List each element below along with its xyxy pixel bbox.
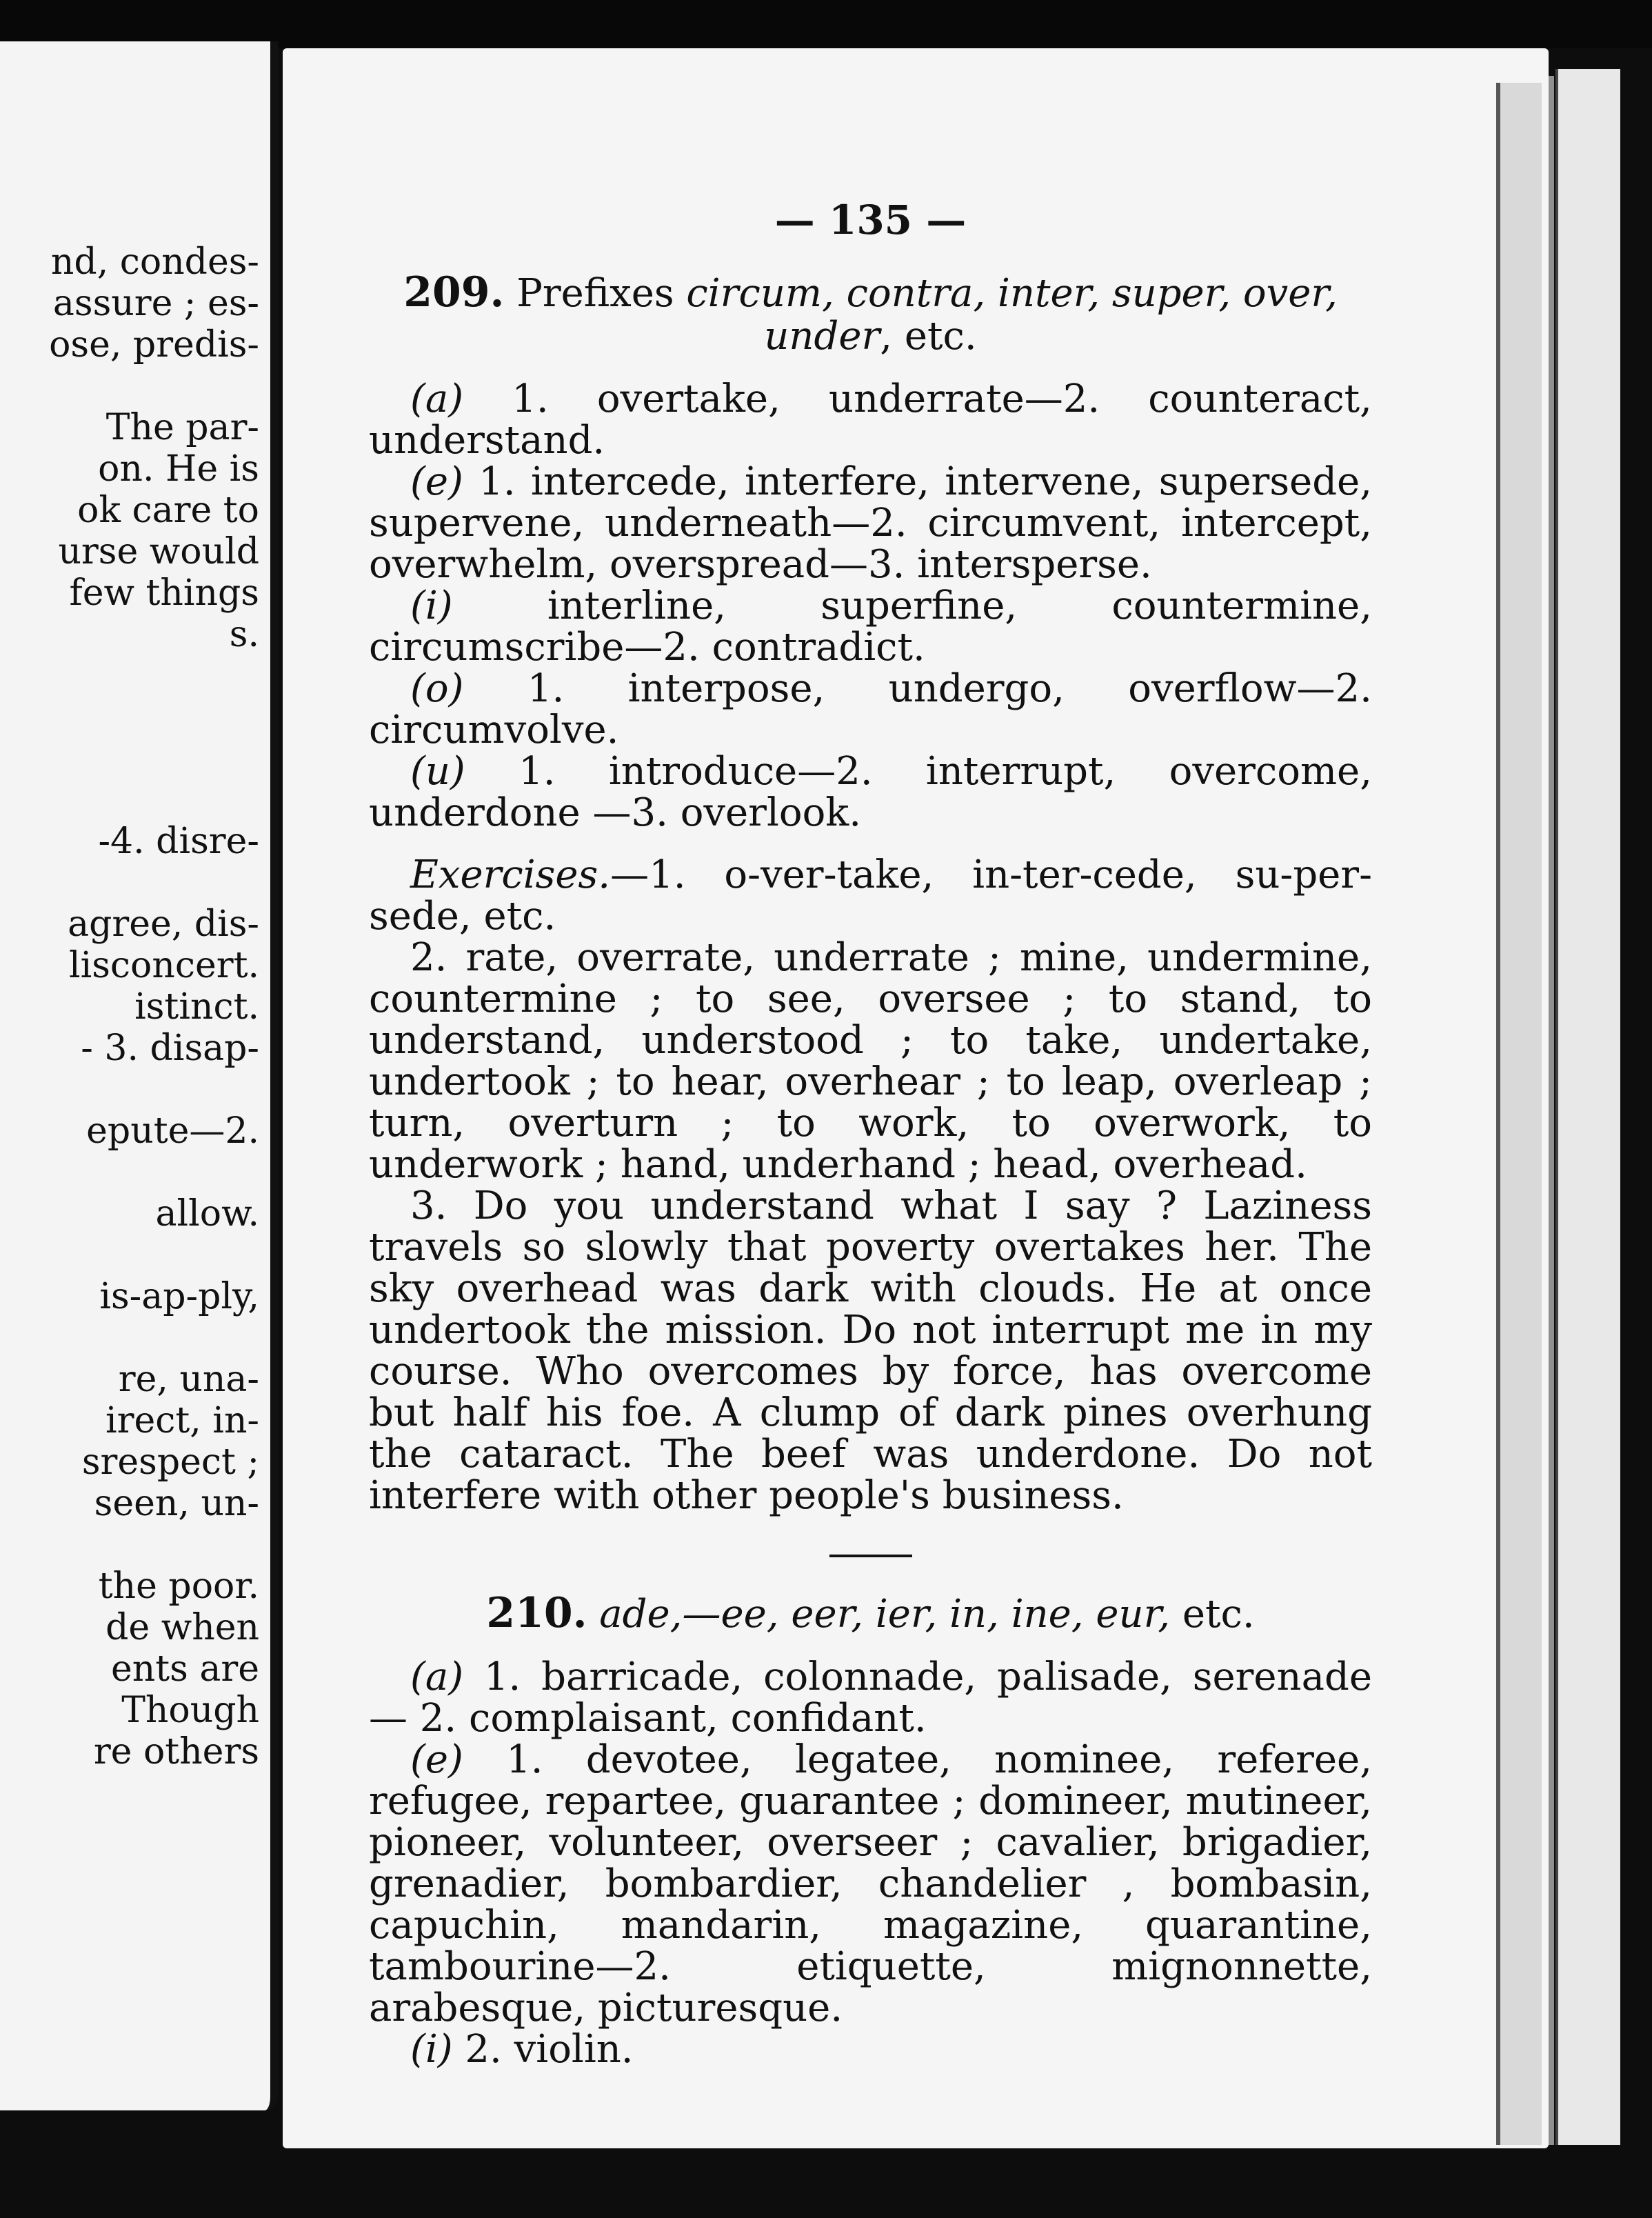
section-209-title-line2-word: under bbox=[764, 314, 880, 359]
left-page-line: s. bbox=[229, 614, 259, 655]
page-number: — 135 — bbox=[774, 197, 967, 243]
exercises-1 bbox=[369, 852, 1372, 939]
section-210-i bbox=[369, 2029, 1372, 2070]
left-page-line: Though bbox=[121, 1690, 259, 1731]
section-209-i bbox=[369, 583, 1372, 670]
section-209-a bbox=[369, 379, 1372, 461]
label-a: (a) bbox=[410, 1655, 464, 1699]
label-u: (u) bbox=[410, 749, 465, 794]
left-page-line: ose, predis- bbox=[49, 324, 259, 366]
section-209-title-line2-tail: , etc. bbox=[880, 314, 977, 359]
section-209-u bbox=[369, 751, 1372, 834]
label-i: (i) bbox=[410, 583, 453, 628]
section-209-e-text: 1. intercede, interfere, intervene, supersede, supervene, underneath—2. circumvent, intercept, overwhelm, overspread—3. intersperse. bbox=[369, 459, 1372, 587]
section-209-o bbox=[369, 668, 1372, 751]
left-page-line: irect, in- bbox=[105, 1400, 259, 1441]
section-209-a-text: 1. overtake, underrate—2. counteract, understand. bbox=[369, 377, 1372, 463]
left-page-line: ents are bbox=[110, 1648, 259, 1690]
left-page-line: urse would bbox=[58, 531, 259, 572]
left-page-line: assure ; es- bbox=[52, 283, 259, 324]
section-210-heading bbox=[369, 1589, 1372, 1637]
section-209-i-text: interline, superfine, countermine, circumscribe—2. contradict. bbox=[369, 583, 1372, 670]
left-page-line: re, una- bbox=[118, 1359, 259, 1400]
section-209-o-text: 1. interpose, undergo, overflow—2. circumvolve. bbox=[369, 666, 1372, 752]
section-divider bbox=[829, 1555, 912, 1557]
left-page-line: ok care to bbox=[77, 490, 259, 531]
left-page-line: the poor. bbox=[98, 1566, 259, 1607]
left-page-line: seen, un- bbox=[94, 1483, 259, 1524]
section-209-title-prefix: Prefixes bbox=[516, 271, 674, 316]
left-page-line: - 3. disap- bbox=[81, 1028, 259, 1069]
right-page-content bbox=[369, 197, 1372, 2070]
left-page-line: -4. disre- bbox=[98, 821, 259, 862]
label-e: (e) bbox=[410, 1737, 463, 1782]
section-210-a bbox=[369, 1657, 1372, 1739]
section-209-u-text: 1. introduce—2. interrupt, overcome, underdone —3. overlook. bbox=[369, 749, 1372, 835]
section-210-e bbox=[369, 1739, 1372, 2029]
left-page-line: istinct. bbox=[134, 986, 259, 1028]
section-209-heading bbox=[369, 268, 1372, 359]
section-209-number: 209. bbox=[403, 268, 505, 317]
left-page-line: on. He is bbox=[98, 448, 259, 490]
section-210-a-text: 1. barricade, colonnade, palisade, serenade — 2. complaisant, confidant. bbox=[369, 1655, 1372, 1741]
left-page-line: srespect ; bbox=[81, 1441, 259, 1483]
exercises-2: 2. rate, overrate, underrate ; mine, undermine, countermine ; to see, oversee ; to stand, to understand, understood ; to take, undertake, undertook ; to hear, overhear ; to leap, overleap ; turn, overturn ; to work, to overwork, to underwork ; hand, underhand ; head, overhead. bbox=[369, 935, 1372, 1187]
left-page-line: is-ap-ply, bbox=[99, 1276, 259, 1317]
left-page-line: nd, condes- bbox=[50, 241, 259, 283]
left-page-line: epute—2. bbox=[86, 1110, 259, 1152]
exercises-3: 3. Do you understand what I say ? Laziness travels so slowly that poverty overtakes her. The sky overhead was dark with clouds. He at once undertook the mission. Do not interrupt me in my course. Who overcomes by force, has overcome but half his foe. A clump of dark pines overhung the cataract. The beef was underdone. Do not interfere with other people's business. bbox=[369, 1183, 1372, 1518]
section-209-e bbox=[369, 461, 1372, 586]
label-a: (a) bbox=[410, 377, 464, 421]
left-page-line: lisconcert. bbox=[68, 945, 259, 986]
section-210-e-text: 1. devotee, legatee, nominee, referee, refugee, repartee, guarantee ; domineer, mutineer, pioneer, volunteer, overseer ; cavalier, brigadier, grenadier, bombardier, chandelier , bombasin, capuchin, mandarin, magazine, quarantine, tambourine—2. etiquette, mignonnette, arabesque, picturesque. bbox=[369, 1737, 1372, 2030]
section-209-title-words: circum, contra, inter, super, over, bbox=[686, 271, 1338, 316]
left-page-line: few things bbox=[69, 572, 259, 614]
section-210-i-text: 2. violin. bbox=[465, 2027, 634, 2072]
exercises-label: Exercises. bbox=[410, 852, 611, 897]
label-i: (i) bbox=[410, 2027, 453, 2072]
left-page bbox=[0, 41, 279, 2110]
left-page-line: re others bbox=[93, 1731, 259, 1772]
left-page-line: allow. bbox=[155, 1193, 259, 1235]
left-page-line: de when bbox=[105, 1607, 259, 1648]
exercises-1-text: —1. o-ver-take, in-ter-cede, su-per-sede, etc. bbox=[369, 852, 1372, 939]
label-o: (o) bbox=[410, 666, 464, 711]
page-edge-outer bbox=[1555, 69, 1620, 2145]
page-edge-stack bbox=[1496, 83, 1542, 2145]
label-e: (e) bbox=[410, 459, 463, 504]
section-210-number: 210. bbox=[486, 1589, 587, 1637]
section-210-title-words: ade,—ee, eer, ier, in, ine, eur, bbox=[599, 1592, 1171, 1637]
section-210-title-tail: etc. bbox=[1182, 1592, 1255, 1637]
left-page-line: agree, dis- bbox=[68, 903, 259, 945]
left-page-line: The par- bbox=[105, 407, 259, 448]
